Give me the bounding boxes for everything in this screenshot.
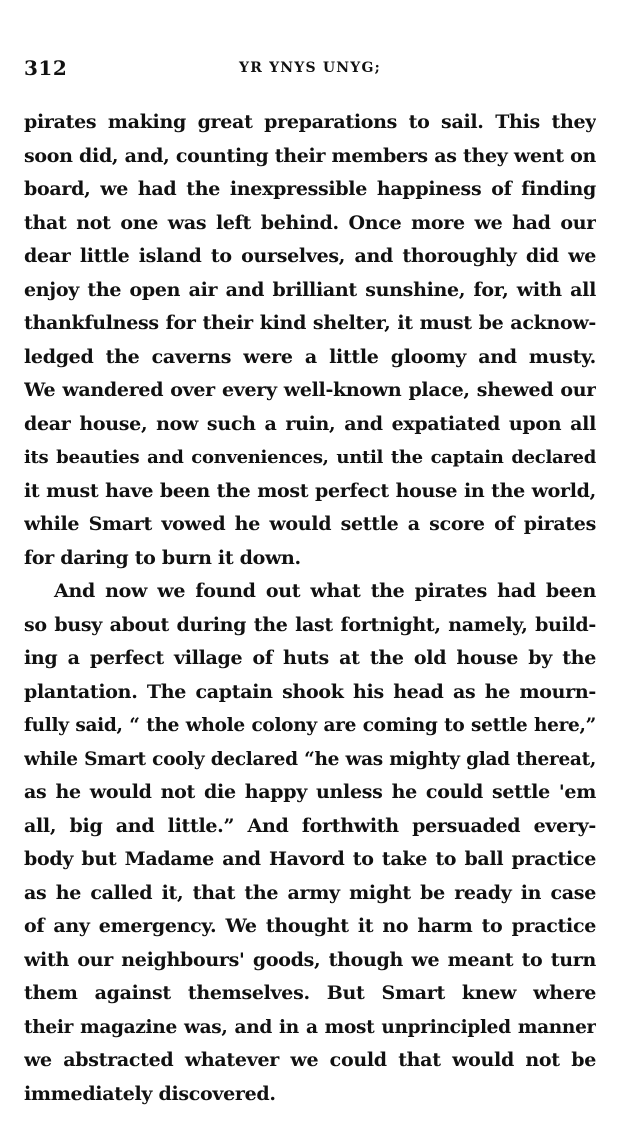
text-line: body but Madame and Havord to take to ball practice (24, 848, 596, 870)
text-line: their magazine was, and in a most unprincipled manner (24, 1016, 596, 1038)
text-line: all, big and little.” And forthwith persuaded every- (24, 814, 596, 837)
text-line: dear little island to ourselves, and thoroughly did we (24, 245, 596, 267)
text-line: plantation. The captain shook his head as he mourn- (24, 680, 596, 703)
text-line: dear house, now such a ruin, and expatiated upon all (24, 412, 596, 435)
text-line: We wandered over every well-known place, shewed our (24, 379, 596, 401)
text-line: ledged the caverns were a little gloomy and musty. (24, 345, 596, 368)
text-line: pirates making great preparations to sail. This they (24, 111, 596, 133)
text-line: them against themselves. But Smart knew where (24, 982, 596, 1004)
text-line: soon did, and, counting their members as they went on (24, 144, 596, 167)
page-number: 312 (24, 56, 68, 80)
text-line: it must have been the most perfect house in the world, (24, 479, 596, 502)
text-line: so busy about during the last fortnight, namely, build- (24, 613, 596, 636)
text-line: we abstracted whatever we could that would not be (24, 1049, 596, 1071)
paragraph-end-line: immediately discovered. (24, 1082, 276, 1105)
body-text (24, 106, 596, 1111)
text-line: that not one was left behind. Once more we had our (24, 211, 596, 234)
text-line: its beauties and conveniences, until the captain declared (24, 447, 596, 468)
text-line: while Smart vowed he would settle a score of pirates (24, 513, 596, 535)
page-header (24, 56, 596, 86)
text-line: of any emergency. We thought it no harm to practice (24, 915, 596, 937)
text-line: as he called it, that the army might be ready in case (24, 881, 596, 904)
paragraph-end-line: for daring to burn it down. (24, 546, 301, 569)
text-line: fully said, “ the whole colony are coming to settle here,” (24, 715, 596, 736)
running-title: YR YNYS UNYG; (239, 60, 381, 76)
text-line: as he would not die happy unless he could settle 'em (24, 781, 596, 803)
text-line: board, we had the inexpressible happiness of finding (24, 178, 596, 200)
text-line: ing a perfect village of huts at the old house by the (24, 647, 596, 669)
text-line: enjoy the open air and brilliant sunshine, for, with all (24, 278, 596, 301)
paragraph-start-line: And now we found out what the pirates had been (54, 580, 596, 602)
text-line: while Smart cooly declared “he was mighty glad thereat, (24, 748, 596, 770)
text-line: thankfulness for their kind shelter, it must be acknow- (24, 312, 596, 334)
text-line: with our neighbours' goods, though we meant to turn (24, 948, 596, 971)
